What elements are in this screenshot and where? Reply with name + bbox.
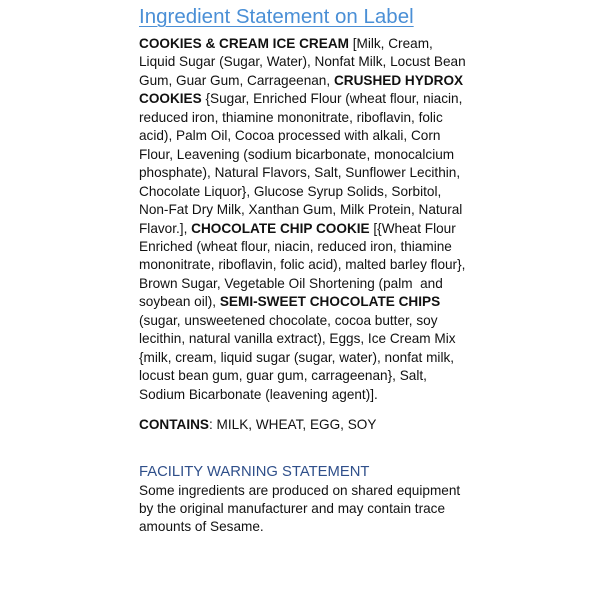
facility-warning-heading: FACILITY WARNING STATEMENT bbox=[139, 463, 370, 480]
ingredient-group-heading: CRUSHED HYDROX COOKIES bbox=[139, 72, 467, 107]
ingredient-group-heading: SEMI-SWEET CHOCOLATE CHIPS bbox=[219, 294, 441, 310]
page-title: Ingredient Statement on Label bbox=[139, 5, 414, 28]
ingredient-text: [{Wheat Flour Enriched (wheat flour, niacin, reduced iron, thiamine mononitrate, riboflavin, folic acid), malted barley flour}, Brown Sugar, Vegetable Oil Shortening (palm and soybean oil), bbox=[139, 220, 470, 310]
ingredient-text: {Sugar, Enriched Flour (wheat flour, niacin, reduced iron, thiamine mononitrate, riboflavin, folic acid), Palm Oil, Cocoa processed with alkali, Corn Flour, Leavening (sodium bicarbonate, monocalcium phosphate), Natural Flavors, Salt, Sunflower Lecithin, Chocolate Liquor}, Glucose Syrup Solids, Sorbitol, Non-Fat Dry Milk, Xanthan Gum, Milk Protein, Natural Flavor.], bbox=[139, 91, 467, 236]
ingredient-statement bbox=[139, 35, 469, 404]
facility-warning-text: Some ingredients are produced on shared equipment by the original manufacturer and may contain trace amounts of Sesame. bbox=[139, 482, 461, 535]
document bbox=[139, 4, 469, 537]
ingredient-group-heading: CHOCOLATE CHIP COOKIE bbox=[191, 220, 370, 236]
ingredient-text: [Milk, Cream, Liquid Sugar (Sugar, Water), Nonfat Milk, Locust Bean Gum, Guar Gum, Carrageenan, bbox=[139, 36, 470, 88]
allergen-statement bbox=[139, 416, 469, 434]
ingredient-group-heading: COOKIES & CREAM ICE CREAM bbox=[139, 36, 349, 51]
contains-label: CONTAINS bbox=[139, 417, 209, 433]
ingredient-text: (sugar, unsweetened chocolate, cocoa butter, soy lecithin, natural vanilla extract), Eggs, Ice Cream Mix {milk, cream, liquid sugar (sugar, water), nonfat milk, locust bean gum, guar gum, carrageenan}, Salt, Sodium Bicarbonate (leavening agent)]. bbox=[139, 294, 460, 402]
contains-list: : MILK, WHEAT, EGG, SOY bbox=[208, 417, 377, 433]
